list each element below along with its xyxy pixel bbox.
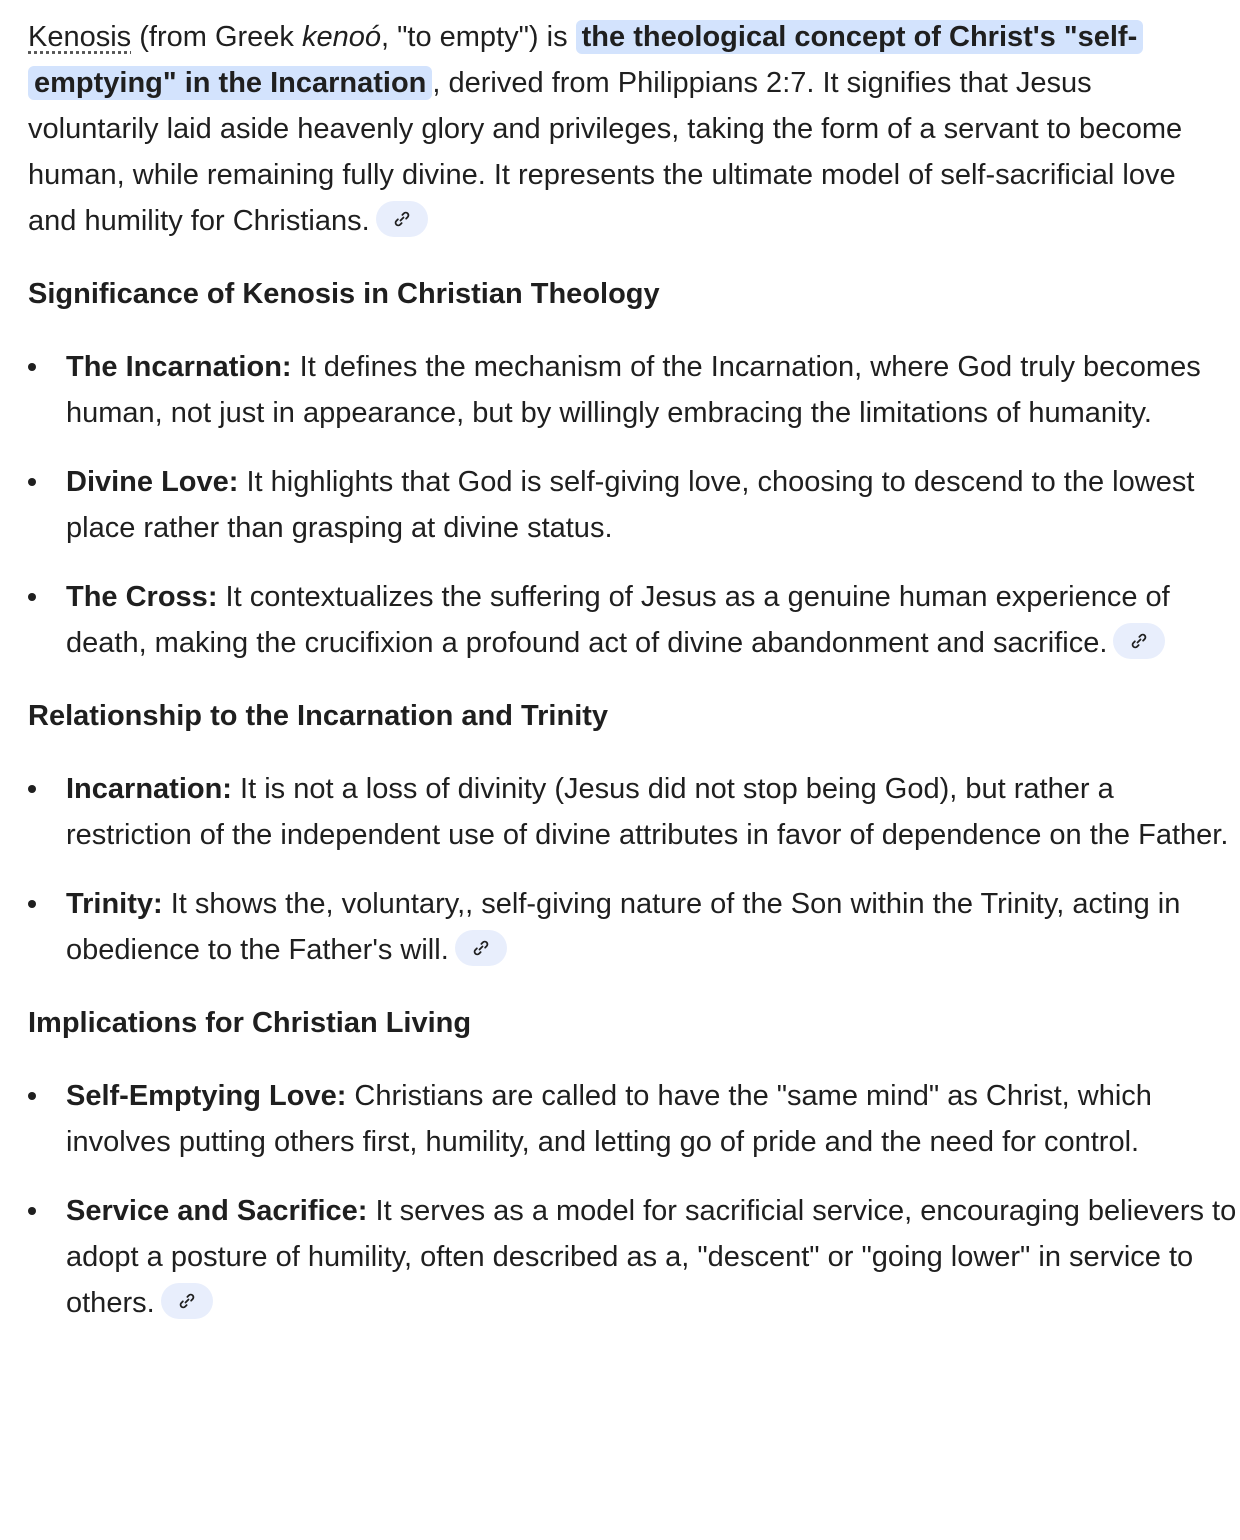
list-item xyxy=(28,1188,1240,1326)
item-text: It shows the, voluntary,, self-giving nature of the Son within the Trinity, acting in obedience to the Father's will. xyxy=(66,888,1181,966)
greek-word: kenoó xyxy=(301,21,381,53)
section-heading: Significance of Kenosis in Christian Theology xyxy=(28,278,660,310)
item-text: It contextualizes the suffering of Jesus as a genuine human experience of death, making the crucifixion a profound act of divine abandonment and sacrifice. xyxy=(66,581,1170,659)
section-heading: Relationship to the Incarnation and Trinity xyxy=(28,700,609,732)
item-term: Trinity: xyxy=(66,888,163,920)
bullet-list xyxy=(28,344,1240,666)
item-text: Christians are called to have the "same mind" as Christ, which involves putting others first, humility, and letting go of pride and the need for control. xyxy=(66,1080,1152,1158)
list-item xyxy=(28,459,1240,551)
item-term: The Incarnation: xyxy=(66,351,292,383)
item-term: Divine Love: xyxy=(66,466,239,498)
source-link-button[interactable] xyxy=(1113,623,1165,659)
link-icon xyxy=(393,210,411,228)
bullet-dot xyxy=(28,1207,36,1215)
item-text: It is not a loss of divinity (Jesus did not stop being God), but rather a restriction of the independent use of divine attributes in favor of dependence on the Father. xyxy=(66,773,1229,851)
list-item xyxy=(28,344,1240,436)
source-link-button[interactable] xyxy=(161,1283,213,1319)
list-item xyxy=(28,881,1240,973)
item-term: Incarnation: xyxy=(66,773,232,805)
highlighted-definition[interactable]: the theological concept of Christ's "self-emptying" in the Incarnation xyxy=(28,20,1143,100)
term-kenosis[interactable]: Kenosis xyxy=(28,21,132,53)
source-link-button[interactable] xyxy=(455,930,507,966)
item-term: The Cross: xyxy=(66,581,218,613)
bullet-dot xyxy=(28,785,36,793)
item-term: Self-Emptying Love: xyxy=(66,1080,347,1112)
link-icon xyxy=(472,939,490,957)
bullet-list xyxy=(28,1073,1240,1326)
item-term: Service and Sacrifice: xyxy=(66,1195,368,1227)
bullet-dot xyxy=(28,1092,36,1100)
bullet-list xyxy=(28,766,1240,973)
intro-text: , "to empty") is xyxy=(381,21,576,53)
bullet-dot xyxy=(28,900,36,908)
link-icon xyxy=(1130,632,1148,650)
list-item xyxy=(28,1073,1240,1165)
source-link-button[interactable] xyxy=(376,201,428,237)
item-text: It defines the mechanism of the Incarnation, where God truly becomes human, not just in appearance, but by willingly embracing the limitations of humanity. xyxy=(66,351,1201,429)
item-text: It highlights that God is self-giving love, choosing to descend to the lowest place rather than grasping at divine status. xyxy=(66,466,1195,544)
link-icon xyxy=(178,1292,196,1310)
list-item xyxy=(28,574,1240,666)
section-heading: Implications for Christian Living xyxy=(28,1007,472,1039)
bullet-dot xyxy=(28,593,36,601)
intro-text: (from Greek xyxy=(131,21,302,53)
bullet-dot xyxy=(28,363,36,371)
item-text: It serves as a model for sacrificial service, encouraging believers to adopt a posture of humility, often described as a, "descent" or "going lower" in service to others. xyxy=(66,1195,1237,1319)
bullet-dot xyxy=(28,478,36,486)
intro-paragraph xyxy=(28,14,1223,244)
list-item xyxy=(28,766,1240,858)
intro-text: , derived from Philippians 2:7. It signifies that Jesus voluntarily laid aside heavenly glory and privileges, taking the form of a servant to become human, while remaining fully divine. It represents the ultimate model of self-sacrificial love and humility for Christians. xyxy=(28,67,1183,237)
